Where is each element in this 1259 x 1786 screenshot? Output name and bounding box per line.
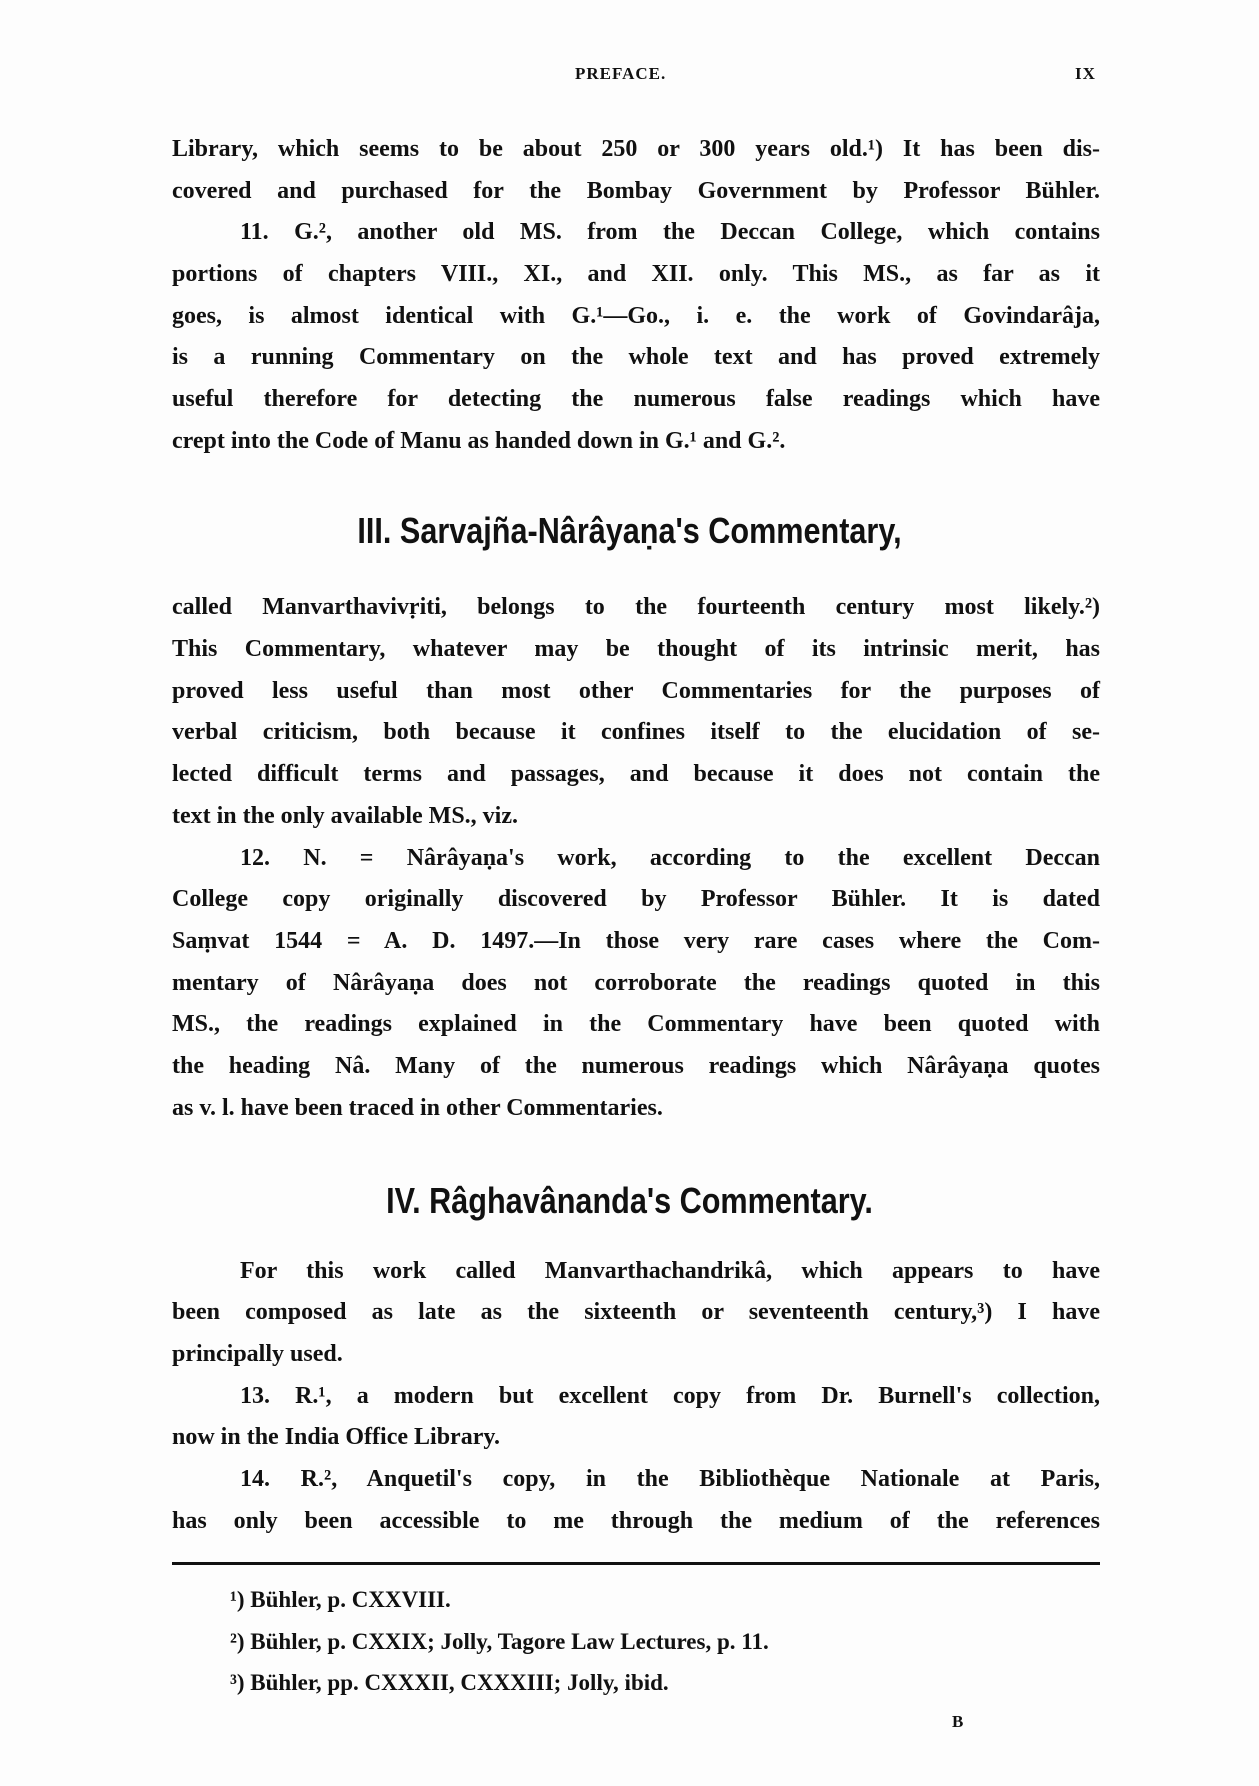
footnote-rule	[172, 1562, 1100, 1565]
text-line: MS., the readings explained in the Commentary have been quoted with	[172, 1011, 1100, 1037]
text-line: principally used.	[172, 1341, 343, 1367]
text-line: the heading Nâ. Many of the numerous readings which Nârâyaṇa quotes	[172, 1053, 1100, 1079]
text-line: 12. N. = Nârâyaṇa's work, according to the excellent Deccan	[240, 845, 1100, 871]
text-line: as v. l. have been traced in other Commentaries.	[172, 1095, 663, 1121]
text-line: crept into the Code of Manu as handed down in G.¹ and G.².	[172, 428, 786, 454]
running-head: PREFACE.	[575, 64, 667, 83]
text-line: has only been accessible to me through the medium of the references	[172, 1508, 1100, 1534]
text-line: now in the India Office Library.	[172, 1424, 501, 1450]
text-line: 13. R.¹, a modern but excellent copy from Dr. Burnell's collection,	[240, 1383, 1100, 1409]
text-line: text in the only available MS., viz.	[172, 803, 518, 829]
text-line: verbal criticism, both because it confines itself to the elucidation of se-	[172, 719, 1100, 745]
text-line: For this work called Manvarthachandrikâ, which appears to have	[240, 1258, 1100, 1284]
text-line: 11. G.², another old MS. from the Deccan College, which contains	[240, 219, 1100, 245]
text-line: This Commentary, whatever may be thought of its intrinsic merit, has	[172, 636, 1100, 662]
text-line: portions of chapters VIII., XI., and XII. only. This MS., as far as it	[172, 261, 1100, 287]
text-line: mentary of Nârâyaṇa does not corroborate the readings quoted in this	[172, 970, 1100, 996]
text-line: called Manvarthavivṛiti, belongs to the fourteenth century most likely.²)	[172, 594, 1100, 620]
text-line: useful therefore for detecting the numerous false readings which have	[172, 386, 1100, 412]
page-number: IX	[1075, 64, 1096, 83]
text-line: College copy originally discovered by Professor Bühler. It is dated	[172, 886, 1100, 912]
footnote: ¹) Bühler, p. CXXVIII.	[230, 1587, 451, 1612]
footnote: ²) Bühler, p. CXXIX; Jolly, Tagore Law Lectures, p. 11.	[230, 1629, 769, 1654]
section-heading-3: III. Sarvajña-Nârâyaṇa's Commentary,	[357, 510, 902, 551]
text-line: 14. R.², Anquetil's copy, in the Bibliothèque Nationale at Paris,	[240, 1466, 1100, 1492]
text-line: been composed as late as the sixteenth or seventeenth century,³) I have	[172, 1299, 1100, 1325]
section-heading-4: IV. Râghavânanda's Commentary.	[386, 1180, 873, 1221]
text-line: lected difficult terms and passages, and because it does not contain the	[172, 761, 1100, 787]
text-line: Library, which seems to be about 250 or 300 years old.¹) It has been dis-	[172, 136, 1100, 162]
signature-mark: B	[952, 1712, 964, 1731]
footnote: ³) Bühler, pp. CXXXII, CXXXIII; Jolly, ibid.	[230, 1670, 669, 1695]
text-line: covered and purchased for the Bombay Government by Professor Bühler.	[172, 178, 1100, 204]
text-line: goes, is almost identical with G.¹—Go., i. e. the work of Govindarâja,	[172, 303, 1100, 329]
text-line: proved less useful than most other Commentaries for the purposes of	[172, 678, 1100, 704]
text-line: Saṃvat 1544 = A. D. 1497.—In those very rare cases where the Com-	[172, 928, 1100, 954]
text-line: is a running Commentary on the whole text and has proved extremely	[172, 344, 1100, 370]
